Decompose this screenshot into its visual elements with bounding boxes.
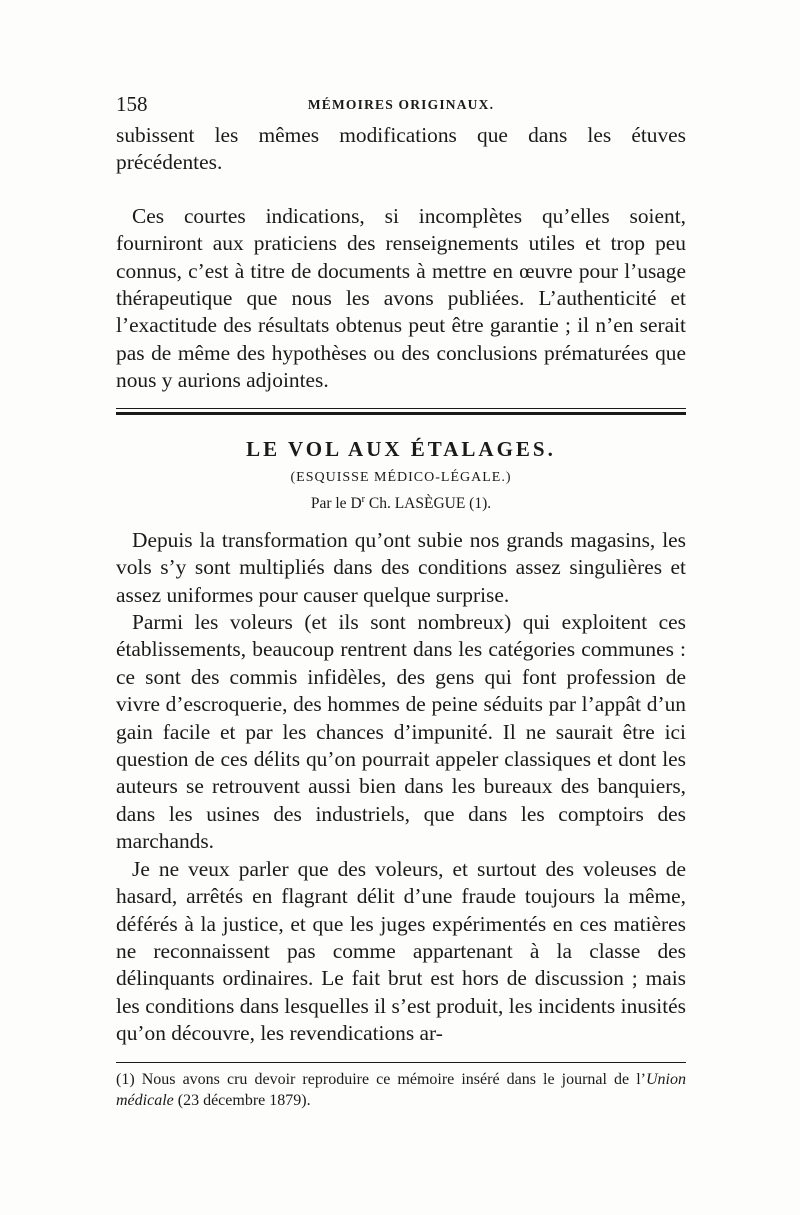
article-byline bbox=[116, 494, 686, 513]
footnote-date: (23 décembre 1879). bbox=[173, 1091, 311, 1109]
running-head bbox=[116, 92, 686, 122]
article-paragraph: Je ne veux parler que des voleurs, et surtout des voleuses de hasard, arrêtés en flagrant délit d’une fraude toujours la même, déférés à la justice, et que les juges expérimentés en ces matières ne reconnaissent pas comme appartenant à la classe des délinquants ordinaires. Le fait brut est hors de discussion ; mais les conditions dans lesquelles il s’est produit, les incidents inusités qu’on découvre, les revendications ar- bbox=[116, 856, 686, 1046]
footnote-journal-name: Union médicale bbox=[116, 1070, 686, 1109]
running-title: MÉMOIRES ORIGINAUX. bbox=[307, 97, 495, 112]
previous-article-paragraph: subissent les mêmes modifications que dans les étuves précédentes. bbox=[116, 123, 686, 175]
footnote-text: (1) Nous avons cru devoir reproduire ce mémoire inséré dans le journal de l’ bbox=[116, 1070, 646, 1088]
byline-author: Ch. LASÈGUE (1). bbox=[364, 494, 492, 512]
byline-prefix: Par le D bbox=[310, 494, 362, 512]
article-title: LE VOL AUX ÉTALAGES. bbox=[246, 436, 556, 461]
book-page bbox=[116, 92, 686, 1111]
previous-article-paragraph: Ces courtes indications, si incomplètes qu’elles soient, fourniront aux praticiens des renseignements utiles et trop peu connus, c’est à titre de documents à mettre en œuvre pour l’usage thérapeutique que nous les avons publiées. L’authenticité et l’exactitude des résultats obtenus peut être garantie ; il n’en serait pas de même des hypothèses ou des conclusions prématurées que nous y aurions adjointes. bbox=[116, 203, 686, 393]
article-paragraph: Parmi les voleurs (et ils sont nombreux) qui exploitent ces établissements, beaucoup rentrent dans les catégories communes : ce sont des commis infidèles, des gens qui font profession de vivre d’escroquerie, des hommes de peine séduits par l’appât d’un gain facile et par les chances d’impunité. Il ne saurait être ici question de ces délits qu’on pourrait appeler classiques et dont les auteurs se retrouvent aussi bien dans les bureaux des banquiers, dans les usines des industriels, que dans les comptoirs des marchands. bbox=[116, 610, 686, 854]
footnote bbox=[116, 1069, 686, 1111]
footnote-rule bbox=[116, 1062, 686, 1063]
page-number: 158 bbox=[116, 92, 148, 116]
section-separator bbox=[116, 408, 686, 415]
separator-line bbox=[116, 412, 686, 415]
separator-line bbox=[116, 408, 686, 409]
article-paragraph: Depuis la transformation qu’ont subie nos grands magasins, les vols s’y sont multipliés dans des conditions assez singulières et assez uniformes pour causer quelque surprise. bbox=[116, 527, 686, 607]
byline-superscript: r bbox=[361, 493, 365, 505]
article-subtitle: (ESQUISSE MÉDICO-LÉGALE.) bbox=[290, 469, 512, 485]
